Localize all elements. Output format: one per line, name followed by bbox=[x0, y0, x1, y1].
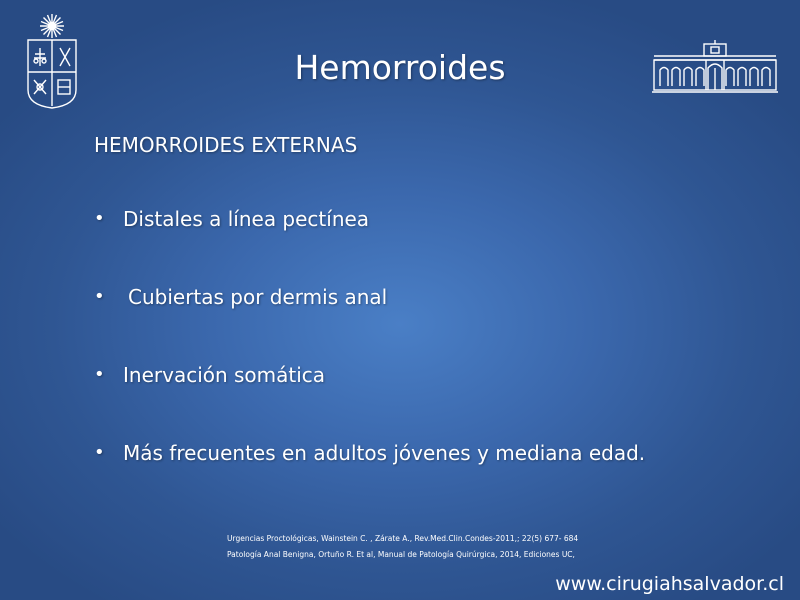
footer-url: www.cirugiahsalvador.cl bbox=[555, 573, 784, 595]
reference-line: Urgencias Proctológicas, Wainstein C. , Zárate A., Rev.Med.Clin.Condes-2011,; 22(5) 677- 684 bbox=[227, 534, 579, 543]
bullet-marker: • bbox=[94, 286, 105, 307]
bullet-text: Cubiertas por dermis anal bbox=[128, 285, 388, 309]
bullet-text: Más frecuentes en adultos jóvenes y mediana edad. bbox=[123, 441, 646, 465]
slide-title: Hemorroides bbox=[294, 48, 506, 87]
section-heading: HEMORROIDES EXTERNAS bbox=[94, 133, 358, 157]
reference-line: Patología Anal Benigna, Ortuño R. Et al, Manual de Patología Quirúrgica, 2014, Ediciones UC, bbox=[227, 550, 575, 559]
bullet-marker: • bbox=[94, 364, 105, 385]
bullet-marker: • bbox=[94, 442, 105, 463]
bullet-marker: • bbox=[94, 208, 105, 229]
references bbox=[227, 531, 578, 563]
bullet-text: Inervación somática bbox=[123, 363, 326, 387]
bullet-text: Distales a línea pectínea bbox=[123, 207, 370, 231]
